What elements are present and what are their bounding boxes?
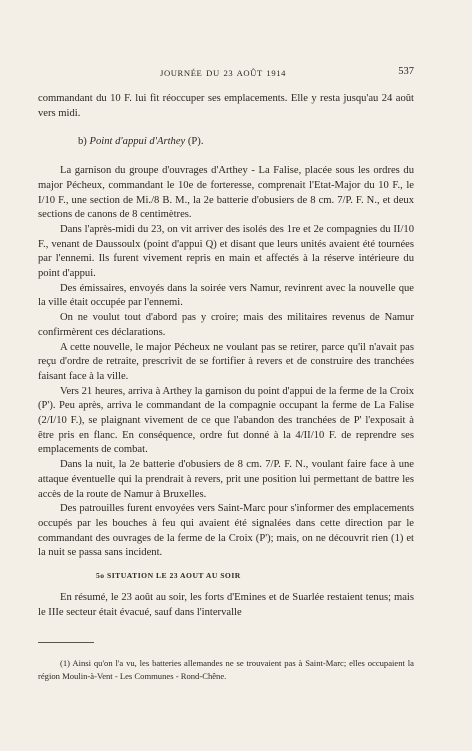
footnote-rule: [38, 642, 94, 643]
page-header: [38, 66, 414, 82]
subhead-suffix: (P).: [185, 136, 204, 148]
footnote: (1) Ainsi qu'on l'a vu, les batteries allemandes ne se trouvaient pas à Saint-Marc; elles occupaient la région Moulin-à-Vent - Les Communes - Rond-Chêne.: [38, 657, 414, 682]
subhead-prefix: b): [78, 136, 90, 148]
paragraph-9: Des patrouilles furent envoyées vers Saint-Marc pour s'informer des emplacements occupés par les bouches à feu qui avaient été signalées dans cette direction par le commandant des ouvrages de la ferme de la Croix (P'); mais, on ne découvrit rien (1) et la nuit se passa sans incident.: [38, 503, 414, 559]
page-number: 537: [398, 66, 414, 77]
body-text: [38, 92, 414, 621]
running-head: JOURNÉE DU 23 AOÛT 1914: [160, 68, 287, 78]
paragraph-7: Vers 21 heures, arriva à Arthey la garnison du point d'appui de la ferme de la Croix (P'). Peu après, arriva le commandant de la compagnie occupant la ferme de La Falise (2/I/10 F.), se plaignant vivement de ce que l'abandon des tranchées de P' l'exposait à être pris en flanc. En conséquence, ordre fut donné à la 4/II/10 F. de reprendre ses emplacements de combat.: [38, 385, 414, 456]
subhead-title: Point d'appui d'Arthey: [89, 136, 186, 148]
paragraph-3: Dans l'après-midi du 23, on vit arriver des isolés des 1re et 2e compagnies du II/10 F., venant de Daussoulx (point d'appui Q) et disant que leurs unités avaient été tournées par l'ennemi. Ils furent vivement repris en main et affectés à la réserve intérieure du point d'appui.: [38, 223, 414, 280]
paragraph-10: En résumé, le 23 août au soir, les forts d'Emines et de Suarlée restaient tenus; mais le IIIe secteur était évacué, sauf dans l'intervalle: [38, 592, 414, 618]
paragraph-8: Dans la nuit, la 2e batterie d'obusiers de 8 cm. 7/P. F. N., voulant faire face à une attaque éventuelle qui la prendrait à revers, prit une position lui permettant de battre les accès de la route de Namur à Bruxelles.: [38, 459, 414, 500]
paragraph-4: Des émissaires, envoyés dans la soirée vers Namur, revinrent avec la nouvelle que la ville était occupée par l'ennemi.: [38, 282, 414, 309]
paragraph-2: La garnison du groupe d'ouvrages d'Arthey - La Falise, placée sous les ordres du major Pécheux, commandant le 10e de forteresse, comprenait l'Etat-Major du 10 F., le I/10 F., une section de Mi./8 B. M., la 2e batterie d'obusiers de 8 cm. 7/P. F. N., et deux sections de canons de 8 centimètres.: [38, 165, 414, 221]
paragraph-1: commandant du 10 F. lui fit réoccuper ses emplacements. Elle y resta jusqu'au 24 août vers midi.: [38, 93, 414, 119]
section-heading: 5o SITUATION LE 23 AOUT AU SOIR: [96, 571, 241, 581]
subsection-heading: [38, 135, 414, 150]
paragraph-5: On ne voulut tout d'abord pas y croire; mais des militaires revenus de Namur confirmèrent ces déclarations.: [38, 312, 414, 338]
paragraph-6: A cette nouvelle, le major Pécheux ne voulant pas se retirer, parce qu'il n'avait pas reçu d'ordre de retraite, prescrivit de se fortifier à revers et de construire des tranchées faisant face à la ville.: [38, 341, 414, 382]
